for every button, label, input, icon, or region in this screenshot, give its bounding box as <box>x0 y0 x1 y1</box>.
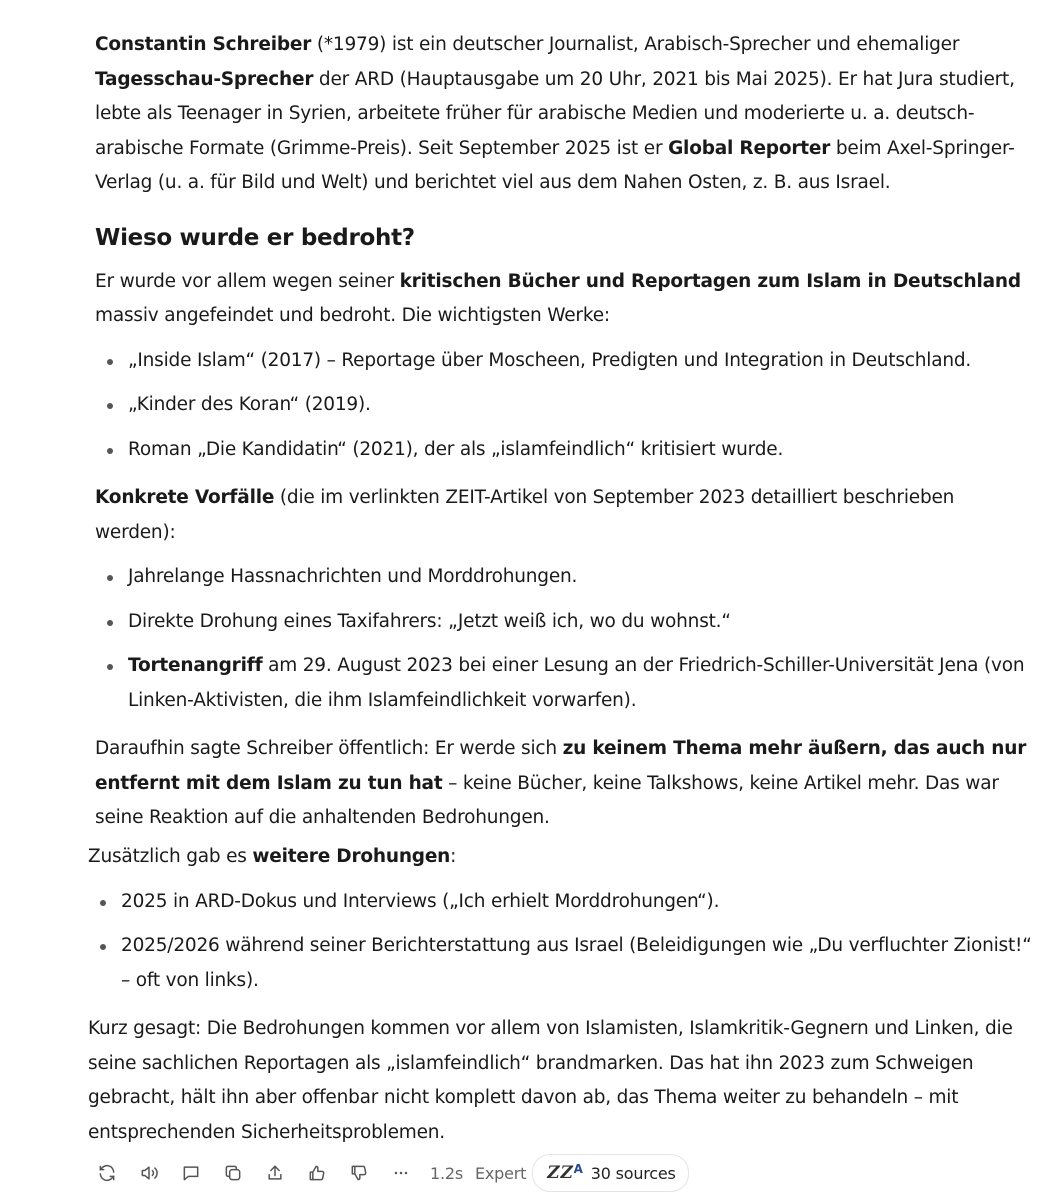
incidents-intro: Konkrete Vorfälle (die im verlinkten ZEIT-Artikel von September 2023 detailliert beschrieben werden): <box>95 487 955 543</box>
thumbs-up-icon <box>307 1163 327 1183</box>
reaction-paragraph: Daraufhin sagte Schreiber öffentlich: Er werde sich zu keinem Thema mehr äußern, das auch nur entfernt mit dem Islam zu tun hat – keine Bücher, keine Talkshows, keine Artikel mehr. Das war seine Reaktion auf die anhaltenden Bedrohungen. <box>95 738 1027 828</box>
list-item: 2025 in ARD-Dokus und Interviews („Ich erhielt Morddrohungen“). <box>88 885 1038 920</box>
sources-count: 30 sources <box>590 1163 676 1183</box>
sources-button[interactable] <box>532 1154 688 1192</box>
regenerate-button[interactable] <box>86 1153 128 1193</box>
summary-paragraph: Kurz gesagt: Die Bedrohungen kommen vor allem von Islamisten, Islamkritik-Gegnern und Linken, die seine sachlichen Reportagen als „islamfeindlich“ brandmarken. Das hat ihn 2023 zum Schweigen gebracht, hält ihn aber offenbar nicht komplett davon ab, das Thema weiter zu behandeln – mit entsprechenden Sicherheitsproblemen. <box>88 1018 1013 1143</box>
list-item: „Inside Islam“ (2017) – Reportage über Moscheen, Predigten und Integration in Deutschland. <box>95 344 1035 379</box>
comment-icon <box>181 1163 201 1183</box>
copy-button[interactable] <box>212 1153 254 1193</box>
more-icon <box>391 1163 411 1183</box>
intro-paragraph: Constantin Schreiber (*1979) ist ein deutscher Journalist, Arabisch-Sprecher und ehemaliger Tagesschau-Sprecher der ARD (Hauptausgabe um 20 Uhr, 2021 bis Mai 2025). Er hat Jura studiert, lebte als Teenager in Syrien, arbeitete früher für arabische Medien und moderierte u. a. deutsch-arabische Formate (Grimme-Preis). Seit September 2025 ist er Global Reporter beim Axel-Springer-Verlag (u. a. für Bild und Welt) und berichtet viel aus dem Nahen Osten, z. B. aus Israel. <box>95 34 1015 193</box>
list-item: „Kinder des Koran“ (2019). <box>95 388 1035 423</box>
person-name: Constantin Schreiber <box>95 34 312 55</box>
share-icon <box>265 1163 285 1183</box>
response-toolbar <box>86 1153 689 1193</box>
more-intro: Zusätzlich gab es weitere Drohungen: <box>88 846 457 867</box>
regenerate-icon <box>97 1163 117 1183</box>
thumbs-up-button[interactable] <box>296 1153 338 1193</box>
share-button[interactable] <box>254 1153 296 1193</box>
list-item: 2025/2026 während seiner Berichterstattung aus Israel (Beleidigungen wie „Du verfluchter Zionist!“ – oft von links). <box>88 929 1038 998</box>
incidents-list <box>95 560 1035 718</box>
source-favicon-icon: A <box>573 1162 583 1176</box>
more-list <box>88 885 1038 999</box>
answer-lower <box>88 840 1038 1150</box>
more-button[interactable] <box>380 1153 422 1193</box>
list-item: Direkte Drohung eines Taxifahrers: „Jetzt weiß ich, wo du wohnst.“ <box>95 605 1035 640</box>
works-list <box>95 344 1035 468</box>
source-favicon-icon: Z <box>560 1163 573 1183</box>
answer-upper <box>95 28 1035 836</box>
list-item: Jahrelange Hassnachrichten und Morddrohungen. <box>95 560 1035 595</box>
read-aloud-icon <box>139 1163 159 1183</box>
read-aloud-button[interactable] <box>128 1153 170 1193</box>
thumbs-down-button[interactable] <box>338 1153 380 1193</box>
copy-icon <box>223 1163 243 1183</box>
response-time: 1.2s <box>430 1163 463 1183</box>
thumbs-down-icon <box>349 1163 369 1183</box>
mode-label: Expert <box>474 1163 527 1183</box>
reason-paragraph: Er wurde vor allem wegen seiner kritischen Bücher und Reportagen zum Islam in Deutschland massiv angefeindet und bedroht. Die wichtigsten Werke: <box>95 270 1021 326</box>
section-heading: Wieso wurde er bedroht? <box>95 224 415 251</box>
list-item: Tortenangriff am 29. August 2023 bei einer Lesung an der Friedrich-Schiller-Universität Jena (von Linken-Aktivisten, die ihm Islamfeindlichkeit vorwarfen). <box>95 649 1035 718</box>
source-favicon-icon: Z <box>547 1163 560 1183</box>
list-item: Roman „Die Kandidatin“ (2021), der als „islamfeindlich“ kritisiert wurde. <box>95 433 1035 468</box>
comment-button[interactable] <box>170 1153 212 1193</box>
